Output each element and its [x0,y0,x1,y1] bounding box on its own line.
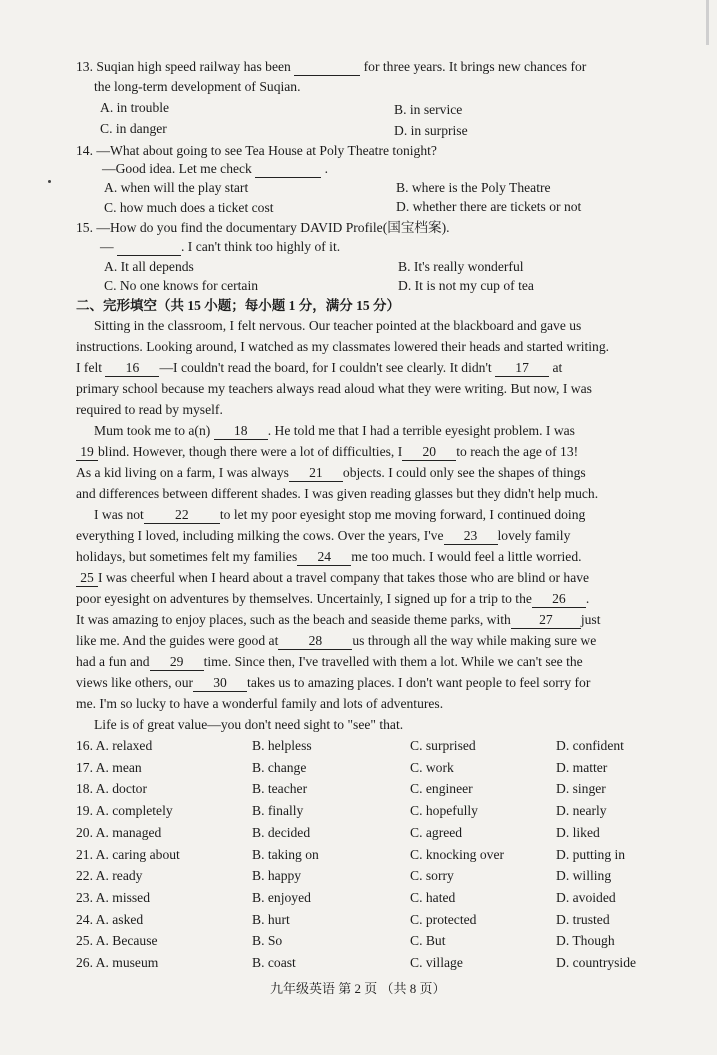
q14-option-a: A. when will the play start [104,180,249,195]
blank-17: 17 [495,359,549,377]
q14-stem-line2: —Good idea. Let me check . [102,161,329,176]
option-a: 16. A. relaxed [76,738,153,753]
passage-text: Mum took me to a(n) [94,423,211,438]
q14-option-c: C. how much does a ticket cost [104,200,274,215]
option-b: B. helpless [252,738,312,753]
passage-line [94,422,575,440]
q13-stem-after: for three years. It brings new chances for [363,59,587,74]
passage-text: had a fun and [76,654,150,669]
q15-stem-line2: — . I can't think too highly of it. [100,239,341,254]
passage-line [94,506,585,524]
option-d: D. trusted [556,911,610,927]
q14-option-b: B. where is the Poly Theatre [396,180,551,195]
passage-text: like me. And the guides were good at [76,633,279,648]
passage-text: to reach the age of 13! [456,444,579,459]
q13-stem-line2: the long-term development of Suqian. [94,79,301,94]
option-a: 25. A. Because [76,933,158,949]
passage-line: required to read by myself. [76,402,223,417]
q14-stem-line1: 14. —What about going to see Tea House at Poly Theatre tonight? [76,143,437,158]
blank-25: 25 [76,569,98,587]
option-c: C. protected [410,911,477,927]
option-b: B. hurt [252,911,290,927]
option-c: C. hated [410,889,456,905]
option-b: B. decided [252,824,311,840]
page-content [76,58,646,1018]
blank-26: 26 [532,590,586,608]
blank-29: 29 [150,653,204,671]
q15-stem-line1: 15. —How do you find the documentary DAVID Profile(国宝档案). [76,220,450,235]
passage-line [76,527,570,545]
passage-text: holidays, but sometimes felt my families [76,549,298,564]
blank-20: 20 [402,443,456,461]
passage-text: poor eyesight on adventures by themselves. Uncertainly, I signed up for a trip to the [76,591,532,606]
passage-text: takes us to amazing places. I don't want people to feel sorry for [247,675,591,690]
option-d: D. confident [556,738,624,753]
q14-option-d: D. whether there are tickets or not [396,199,582,214]
option-b: B. enjoyed [252,889,311,905]
passage-line [76,359,562,377]
blank-21: 21 [289,464,343,482]
option-a: 21. A. caring about [76,846,180,862]
option-b: B. taking on [252,846,319,862]
blank-16: 16 [105,359,159,377]
passage-text: just [580,612,601,627]
passage-line: primary school because my teachers always read aloud what they were writing. But now, I was [76,381,592,396]
option-c: C. But [410,933,446,949]
q14-blank [255,160,321,178]
option-b: B. coast [252,955,296,970]
page-footer: 九年级英语 第 2 页 （共 8 页） [270,981,446,996]
passage-text: —I couldn't read the board, for I couldn't see clearly. It didn't [159,360,492,375]
blank-28: 28 [278,632,352,650]
q13-option-b: B. in service [394,102,463,117]
option-a: 22. A. ready [76,868,143,884]
passage-line [76,548,582,566]
q15-blank [117,238,181,256]
passage-line: and differences between different shades. I was given reading glasses but they didn't help much. [76,486,599,501]
option-d: D. liked [556,824,600,840]
option-b: B. teacher [252,781,308,797]
blank-22: 22 [144,506,220,524]
q13-option-c: C. in danger [100,121,167,136]
passage-line: Life is of great value—you don't need sight to "see" that. [94,717,404,732]
passage-text: me too much. I would feel a little worried. [351,549,582,564]
option-a: 20. A. managed [76,824,162,840]
q13-option-d: D. in surprise [394,123,468,138]
passage-line [76,632,596,650]
blank-18: 18 [214,422,268,440]
q15-option-a: A. It all depends [104,259,194,274]
q13-blank [294,58,360,76]
passage-text: everything I loved, including milking the cows. Over the years, I've [76,528,444,543]
option-d: D. willing [556,868,612,884]
q13-stem: 13. Suqian high speed railway has been [76,59,291,74]
section2-title: 二、完形填空（共 15 小题；每小题 1 分，满分 15 分） [76,298,400,313]
blank-23: 23 [444,527,498,545]
option-c: C. hopefully [410,803,478,819]
passage-text: As a kid living on a farm, I was always [76,465,289,480]
option-d: D. singer [556,781,606,797]
passage-line [76,443,578,461]
option-c: C. surprised [410,738,476,753]
passage-text: lovely family [497,528,571,543]
page-edge-mark [706,0,709,45]
option-a: 18. A. doctor [76,781,147,797]
option-c: C. sorry [410,868,454,884]
passage-text: time. Since then, I've travelled with them a lot. While we can't see the [203,654,583,669]
option-b: B. So [252,933,283,949]
option-d: D. countryside [556,955,637,970]
passage-line [76,569,589,587]
passage-line: instructions. Looking around, I watched as my classmates lowered their heads and started writing. [76,339,610,354]
option-a: 23. A. missed [76,889,151,905]
ink-dot [48,180,51,183]
q15-option-c: C. No one knows for certain [104,278,259,293]
passage-text: blind. However, though there were a lot of difficulties, I [98,444,403,459]
passage-line: me. I'm so lucky to have a wonderful family and lots of adventures. [76,696,444,711]
passage-line [76,674,590,692]
q15-option-d: D. It is not my cup of tea [398,278,534,293]
passage-text: us through all the way while making sure we [352,633,597,648]
option-c: C. agreed [410,824,463,840]
option-d: D. Though [556,933,615,949]
option-d: D. matter [556,759,608,775]
passage-line [76,611,601,629]
passage-text: views like others, our [76,675,194,690]
passage-line: Sitting in the classroom, I felt nervous. Our teacher pointed at the blackboard and gave us [94,318,582,333]
option-d: D. putting in [556,846,626,862]
option-b: B. finally [252,803,304,819]
q14-stem: —Good idea. Let me check [102,161,252,176]
option-a: 24. A. asked [76,911,144,927]
option-c: C. engineer [410,781,473,797]
passage-line [76,653,583,671]
option-a: 26. A. museum [76,955,159,970]
passage-text: . He told me that I had a terrible eyesight problem. I was [267,423,575,438]
blank-27: 27 [511,611,581,629]
q15-option-b: B. It's really wonderful [398,259,524,274]
option-b: B. change [252,759,307,775]
option-c: C. knocking over [410,846,505,862]
option-c: C. work [410,759,454,775]
passage-text: I was not [94,507,144,522]
option-d: D. nearly [556,803,607,819]
option-a: 17. A. mean [76,759,142,775]
option-b: B. happy [252,868,302,884]
passage-text: I felt [76,360,103,375]
blank-19: 19 [76,443,98,461]
q13-stem-line1 [76,58,586,76]
option-c: C. village [410,955,463,970]
passage-text: I was cheerful when I heard about a travel company that takes those who are blind or have [98,570,590,585]
passage-line [76,464,586,482]
passage-text: It was amazing to enjoy places, such as the beach and seaside theme parks, with [76,612,511,627]
option-d: D. avoided [556,889,616,905]
q15-stem-after: . I can't think too highly of it. [181,239,341,254]
passage-text: objects. I could only see the shapes of things [342,465,586,480]
blank-24: 24 [297,548,351,566]
passage-text: at [552,360,563,375]
blank-30: 30 [193,674,247,692]
option-a: 19. A. completely [76,803,173,819]
passage-text: to let my poor eyesight stop me moving forward, I continued doing [219,507,586,522]
passage-text: . [585,591,590,606]
passage-line [76,590,589,608]
q13-option-a: A. in trouble [100,100,170,115]
